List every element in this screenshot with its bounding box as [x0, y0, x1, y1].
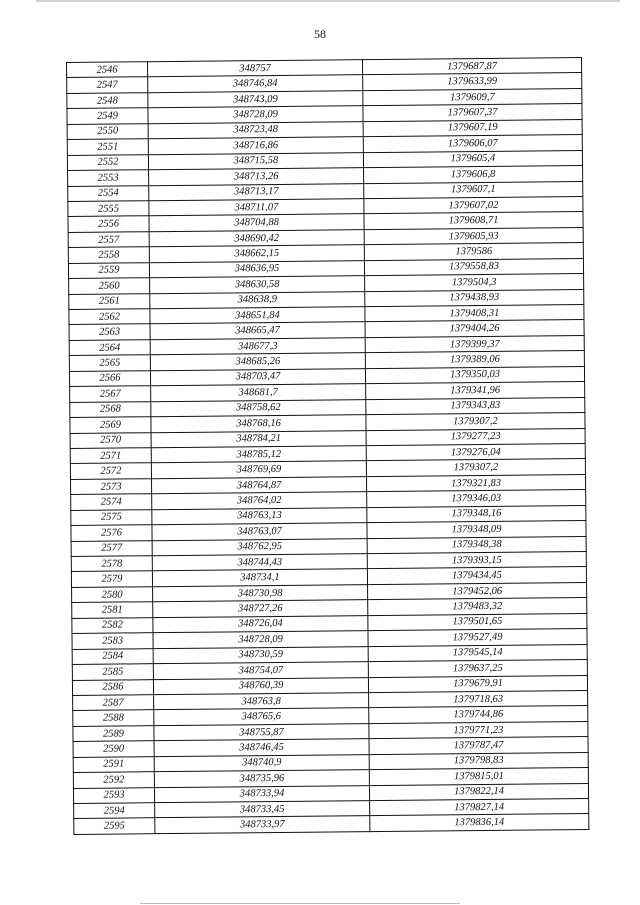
x-coordinate-cell: 348764,87 [152, 476, 367, 494]
point-number-cell: 2564 [69, 340, 150, 356]
point-number-cell: 2554 [68, 185, 149, 201]
x-coordinate-cell: 348685,26 [150, 353, 365, 371]
x-coordinate-cell: 348690,42 [149, 229, 364, 247]
y-coordinate-cell: 1379348,09 [367, 521, 586, 539]
x-coordinate-cell: 348716,86 [148, 137, 363, 155]
point-number-cell: 2593 [73, 787, 154, 803]
y-coordinate-cell: 1379836,14 [370, 814, 589, 832]
scan-edge-top [36, 0, 620, 2]
point-number-cell: 2580 [72, 587, 153, 603]
x-coordinate-cell: 348746,45 [154, 739, 369, 757]
point-number-cell: 2559 [68, 262, 149, 278]
coordinates-table [66, 57, 589, 835]
y-coordinate-cell: 1379609,7 [363, 88, 582, 106]
y-coordinate-cell: 1379350,03 [365, 366, 584, 384]
point-number-cell: 2549 [67, 108, 148, 124]
x-coordinate-cell: 348703,47 [150, 368, 365, 386]
y-coordinate-cell: 1379744,86 [369, 706, 588, 724]
x-coordinate-cell: 348726,04 [153, 615, 368, 633]
x-coordinate-cell: 348728,09 [153, 631, 368, 649]
y-coordinate-cell: 1379607,02 [364, 196, 583, 214]
y-coordinate-cell: 1379276,04 [366, 443, 585, 461]
y-coordinate-cell: 1379321,83 [366, 474, 585, 492]
x-coordinate-cell: 348763,07 [152, 523, 367, 541]
y-coordinate-cell: 1379434,45 [367, 567, 586, 585]
point-number-cell: 2565 [69, 355, 150, 371]
x-coordinate-cell: 348713,17 [149, 183, 364, 201]
point-number-cell: 2547 [67, 77, 148, 93]
y-coordinate-cell: 1379348,38 [367, 536, 586, 554]
point-number-cell: 2577 [71, 540, 152, 556]
x-coordinate-cell: 348744,43 [152, 554, 367, 572]
point-number-cell: 2592 [73, 772, 154, 788]
x-coordinate-cell: 348784,21 [151, 430, 366, 448]
point-number-cell: 2585 [72, 664, 153, 680]
point-number-cell: 2553 [68, 170, 149, 186]
x-coordinate-cell: 348763,13 [152, 507, 367, 525]
point-number-cell: 2555 [68, 201, 149, 217]
y-coordinate-cell: 1379798,83 [369, 752, 588, 770]
x-coordinate-cell: 348765,6 [154, 708, 369, 726]
x-coordinate-cell: 348762,95 [152, 538, 367, 556]
point-number-cell: 2548 [67, 93, 148, 109]
point-number-cell: 2589 [73, 725, 154, 741]
y-coordinate-cell: 1379607,1 [364, 181, 583, 199]
y-coordinate-cell: 1379637,25 [368, 660, 587, 678]
point-number-cell: 2591 [73, 756, 154, 772]
point-number-cell: 2560 [69, 278, 150, 294]
y-coordinate-cell: 1379343,83 [366, 397, 585, 415]
point-number-cell: 2551 [67, 139, 148, 155]
point-number-cell: 2572 [70, 463, 151, 479]
x-coordinate-cell: 348651,84 [150, 307, 365, 325]
point-number-cell: 2546 [67, 62, 148, 78]
y-coordinate-cell: 1379633,99 [363, 73, 582, 91]
x-coordinate-cell: 348734,1 [152, 569, 367, 587]
x-coordinate-cell: 348723,48 [148, 121, 363, 139]
y-coordinate-cell: 1379822,14 [369, 783, 588, 801]
y-coordinate-cell: 1379607,37 [363, 104, 582, 122]
page-number: 58 [314, 27, 326, 41]
point-number-cell: 2563 [69, 324, 150, 340]
point-number-cell: 2574 [71, 494, 152, 510]
x-coordinate-cell: 348757 [148, 60, 363, 78]
x-coordinate-cell: 348636,95 [149, 260, 364, 278]
y-coordinate-cell: 1379348,16 [367, 505, 586, 523]
point-number-cell: 2584 [72, 648, 153, 664]
y-coordinate-cell: 1379815,01 [369, 768, 588, 786]
x-coordinate-cell: 348740,9 [154, 754, 369, 772]
point-number-cell: 2583 [72, 633, 153, 649]
coordinates-table-body [67, 58, 589, 835]
y-coordinate-cell: 1379408,31 [365, 305, 584, 323]
y-coordinate-cell: 1379586 [364, 243, 583, 261]
point-number-cell: 2586 [72, 679, 153, 695]
x-coordinate-cell: 348768,16 [151, 415, 366, 433]
point-number-cell: 2573 [71, 479, 152, 495]
y-coordinate-cell: 1379483,32 [368, 598, 587, 616]
point-number-cell: 2570 [70, 432, 151, 448]
y-coordinate-cell: 1379605,4 [363, 150, 582, 168]
x-coordinate-cell: 348730,98 [153, 585, 368, 603]
point-number-cell: 2595 [74, 818, 155, 834]
point-number-cell: 2566 [69, 370, 150, 386]
x-coordinate-cell: 348665,47 [150, 322, 365, 340]
point-number-cell: 2587 [73, 695, 154, 711]
x-coordinate-cell: 348662,15 [149, 245, 364, 263]
y-coordinate-cell: 1379389,06 [365, 351, 584, 369]
y-coordinate-cell: 1379277,23 [366, 428, 585, 446]
y-coordinate-cell: 1379399,37 [365, 335, 584, 353]
x-coordinate-cell: 348735,96 [154, 770, 369, 788]
point-number-cell: 2579 [71, 571, 152, 587]
y-coordinate-cell: 1379771,23 [369, 721, 588, 739]
y-coordinate-cell: 1379504,3 [365, 274, 584, 292]
point-number-cell: 2569 [70, 417, 151, 433]
point-number-cell: 2552 [67, 154, 148, 170]
y-coordinate-cell: 1379606,8 [364, 166, 583, 184]
y-coordinate-cell: 1379687,87 [362, 58, 581, 76]
y-coordinate-cell: 1379679,91 [368, 675, 587, 693]
y-coordinate-cell: 1379606,07 [363, 135, 582, 153]
x-coordinate-cell: 348727,26 [153, 600, 368, 618]
x-coordinate-cell: 348713,26 [149, 168, 364, 186]
x-coordinate-cell: 348758,62 [151, 399, 366, 417]
y-coordinate-cell: 1379527,49 [368, 629, 587, 647]
y-coordinate-cell: 1379307,2 [366, 413, 585, 431]
x-coordinate-cell: 348704,88 [149, 214, 364, 232]
y-coordinate-cell: 1379827,14 [370, 799, 589, 817]
x-coordinate-cell: 348755,87 [154, 723, 369, 741]
x-coordinate-cell: 348733,45 [155, 801, 370, 819]
point-number-cell: 2567 [70, 386, 151, 402]
point-number-cell: 2578 [71, 556, 152, 572]
point-number-cell: 2561 [69, 293, 150, 309]
x-coordinate-cell: 348785,12 [151, 446, 366, 464]
x-coordinate-cell: 348733,94 [154, 785, 369, 803]
x-coordinate-cell: 348760,39 [153, 677, 368, 695]
point-number-cell: 2571 [70, 448, 151, 464]
x-coordinate-cell: 348754,07 [153, 662, 368, 680]
point-number-cell: 2582 [72, 617, 153, 633]
point-number-cell: 2556 [68, 216, 149, 232]
y-coordinate-cell: 1379501,65 [368, 613, 587, 631]
x-coordinate-cell: 348638,9 [150, 291, 365, 309]
x-coordinate-cell: 348715,58 [148, 152, 363, 170]
point-number-cell: 2576 [71, 525, 152, 541]
point-number-cell: 2575 [71, 509, 152, 525]
point-number-cell: 2568 [70, 401, 151, 417]
x-coordinate-cell: 348733,97 [155, 816, 370, 834]
y-coordinate-cell: 1379393,15 [367, 552, 586, 570]
point-number-cell: 2588 [73, 710, 154, 726]
point-number-cell: 2562 [69, 309, 150, 325]
y-coordinate-cell: 1379608,71 [364, 212, 583, 230]
x-coordinate-cell: 348677,3 [150, 338, 365, 356]
y-coordinate-cell: 1379346,03 [367, 490, 586, 508]
point-number-cell: 2590 [73, 741, 154, 757]
x-coordinate-cell: 348711,07 [149, 199, 364, 217]
scan-edge-bottom [140, 903, 460, 904]
x-coordinate-cell: 348764,02 [152, 492, 367, 510]
x-coordinate-cell: 348681,7 [151, 384, 366, 402]
x-coordinate-cell: 348630,58 [150, 276, 365, 294]
x-coordinate-cell: 348769,69 [151, 461, 366, 479]
x-coordinate-cell: 348763,8 [154, 693, 369, 711]
point-number-cell: 2594 [74, 803, 155, 819]
x-coordinate-cell: 348746,84 [148, 75, 363, 93]
x-coordinate-cell: 348743,09 [148, 91, 363, 109]
point-number-cell: 2558 [68, 247, 149, 263]
x-coordinate-cell: 348730,59 [153, 646, 368, 664]
y-coordinate-cell: 1379307,2 [366, 459, 585, 477]
y-coordinate-cell: 1379452,06 [368, 582, 587, 600]
y-coordinate-cell: 1379558,83 [364, 258, 583, 276]
y-coordinate-cell: 1379787,47 [369, 737, 588, 755]
y-coordinate-cell: 1379545,14 [368, 644, 587, 662]
y-coordinate-cell: 1379607,19 [363, 119, 582, 137]
point-number-cell: 2557 [68, 232, 149, 248]
y-coordinate-cell: 1379341,96 [366, 382, 585, 400]
y-coordinate-cell: 1379438,93 [365, 289, 584, 307]
point-number-cell: 2581 [72, 602, 153, 618]
coordinates-table-wrapper [66, 57, 587, 835]
x-coordinate-cell: 348728,09 [148, 106, 363, 124]
y-coordinate-cell: 1379404,26 [365, 320, 584, 338]
point-number-cell: 2550 [67, 123, 148, 139]
y-coordinate-cell: 1379718,63 [369, 690, 588, 708]
y-coordinate-cell: 1379605,93 [364, 227, 583, 245]
